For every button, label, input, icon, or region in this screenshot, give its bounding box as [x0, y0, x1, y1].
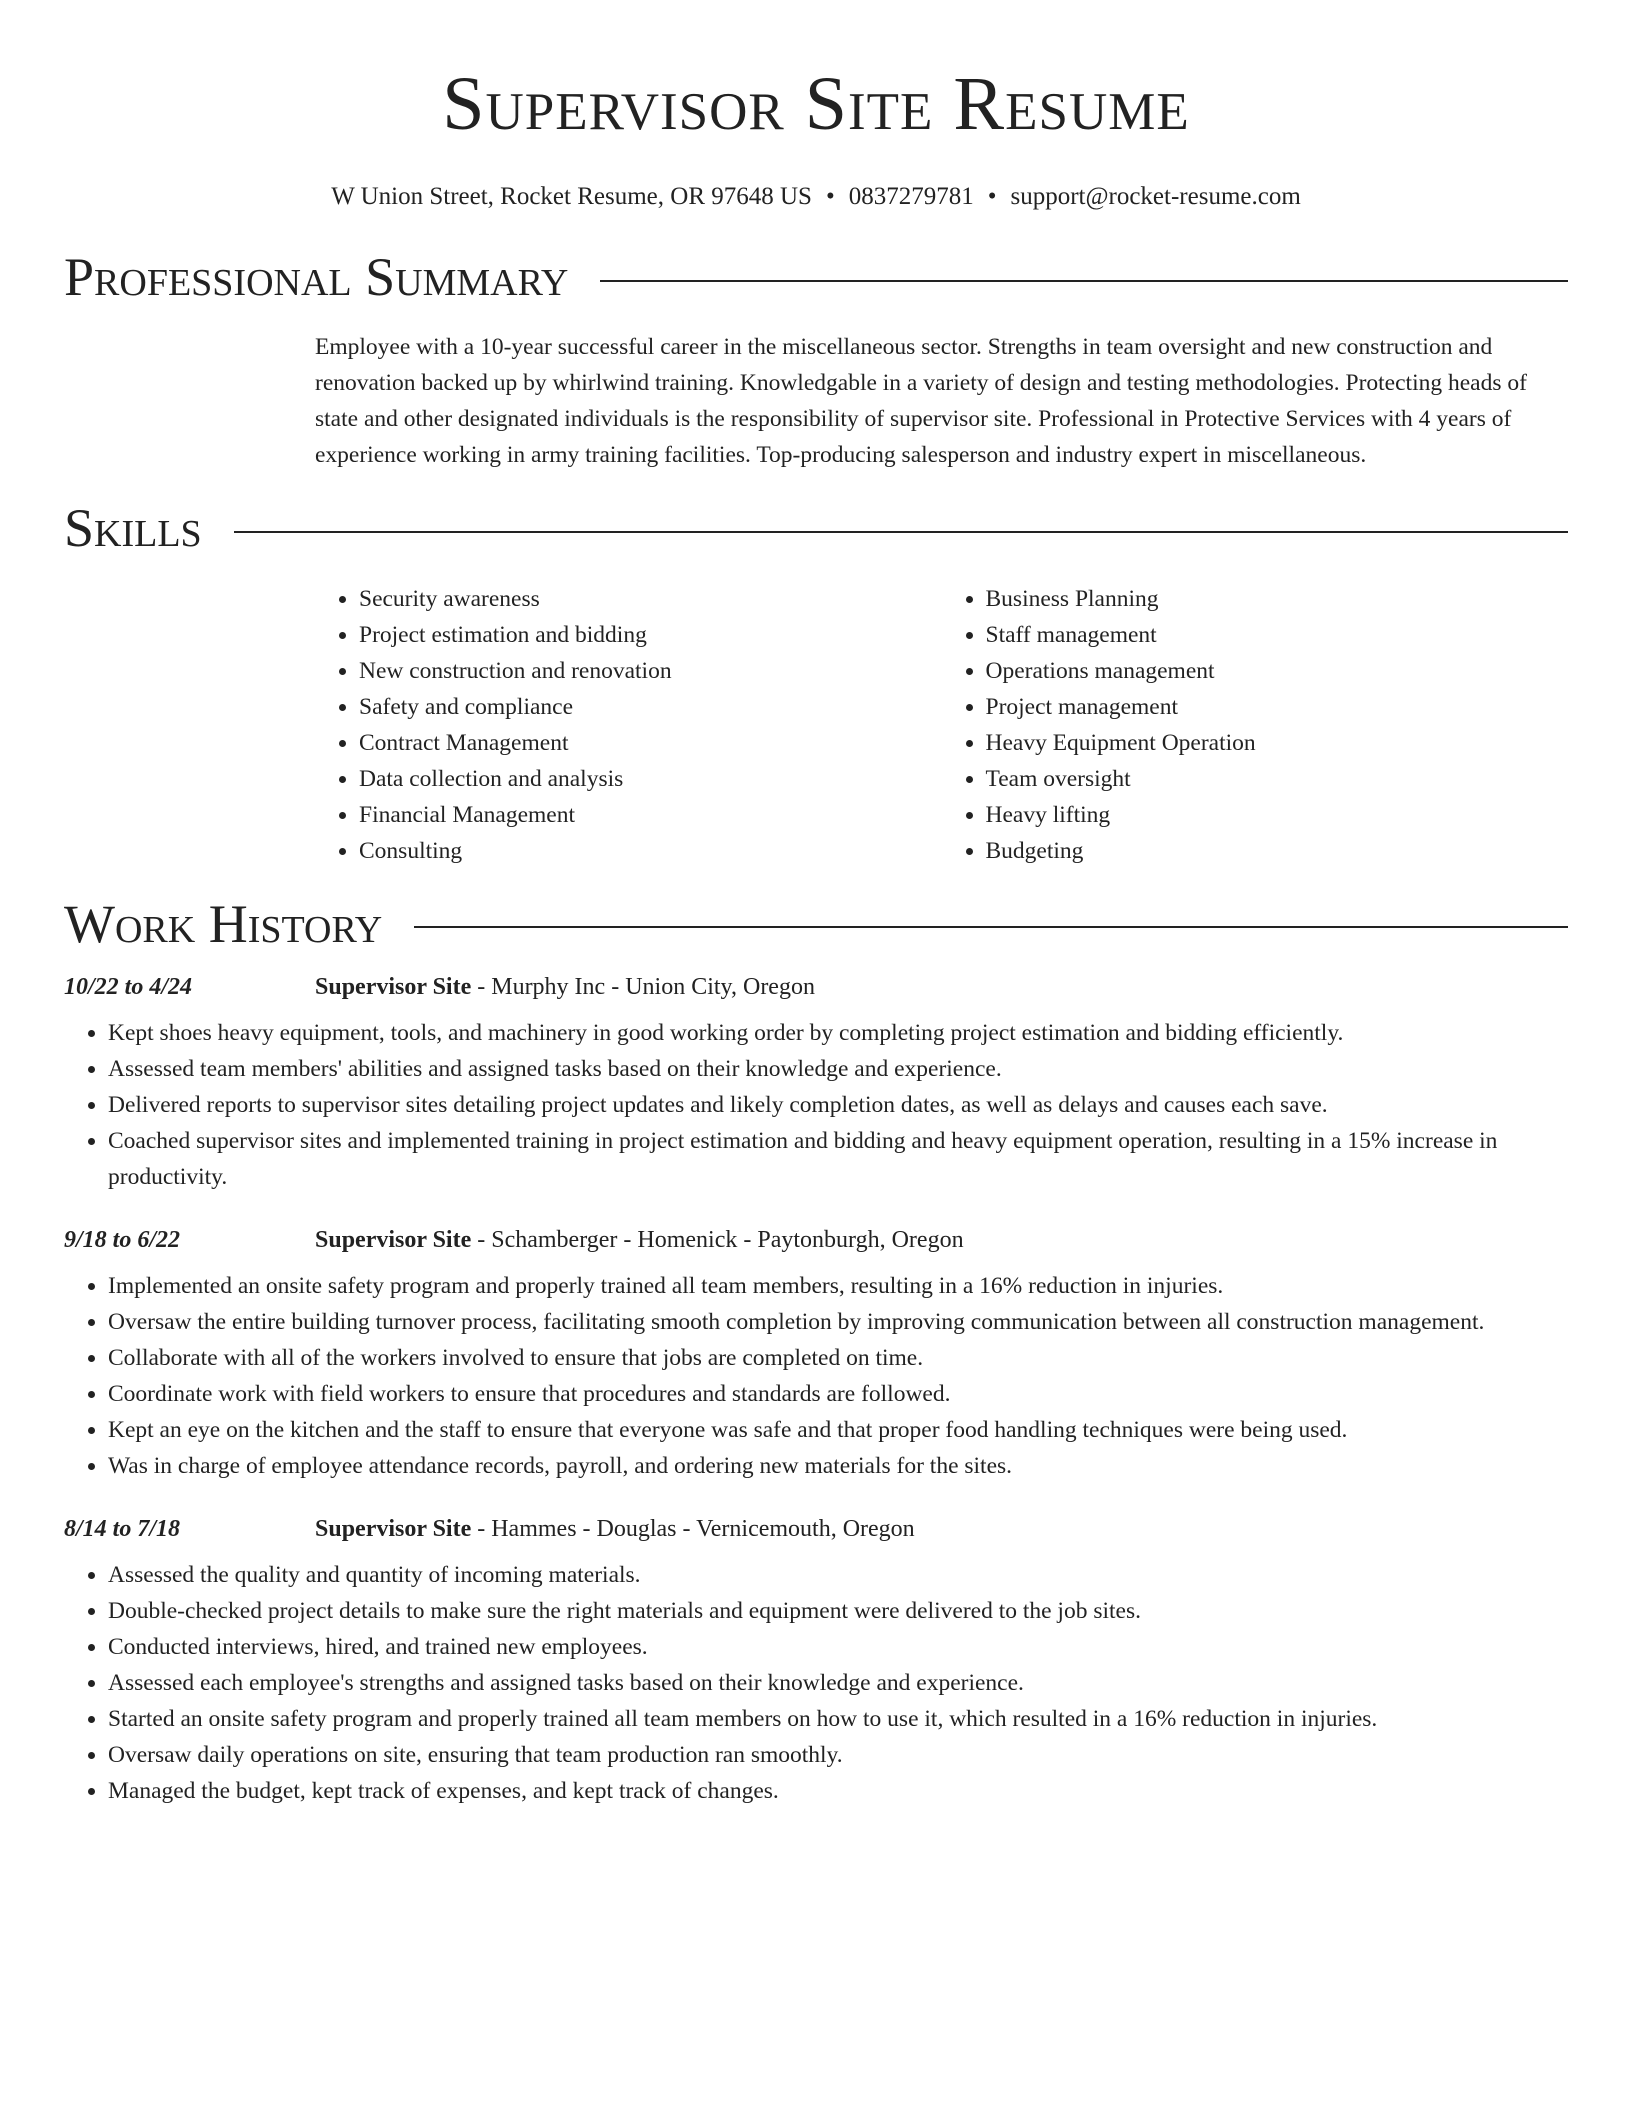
work-history-list — [64, 974, 1568, 1809]
skill-item: • Team oversight — [986, 761, 1569, 797]
job-bullet: • Assessed the quality and quantity of incoming materials. — [108, 1557, 1568, 1593]
summary-heading: Professional Summary — [64, 247, 569, 307]
contact-phone: 0837279781 — [848, 183, 974, 210]
job-bullet: • Implemented an onsite safety program and properly trained all team members, resulting in a 16% reduction in injuries. — [108, 1268, 1568, 1304]
job-bullets — [64, 1557, 1568, 1809]
job-bullet: • Collaborate with all of the workers involved to ensure that jobs are completed on time. — [108, 1340, 1568, 1376]
skill-item: • Project management — [986, 689, 1569, 725]
job-title-line — [315, 1227, 964, 1254]
job-dates: 8/14 to 7/18 — [64, 1516, 181, 1543]
job-entry — [64, 1516, 1568, 1809]
summary-paragraph: Employee with a 10-year successful career in the miscellaneous sector. Strengths in team oversight and new construction and renovation backed up by whirlwind training. Knowledgable in a variety of design and testing methodologies. Protecting heads of state and other designated individuals is the responsibility of supervisor site. Professional in Protective Services with 4 years of experience working in army training facilities. Top-producing salesperson and industry expert in miscellaneous. — [315, 334, 1527, 469]
skill-item: • Consulting — [359, 833, 942, 869]
contact-line — [64, 182, 1568, 212]
contact-separator: • — [987, 183, 997, 210]
skill-item: • Business Planning — [986, 581, 1569, 617]
job-bullet: • Double-checked project details to make sure the right materials and equipment were delivered to the job sites. — [108, 1593, 1568, 1629]
job-title-line — [315, 974, 815, 1001]
job-header — [64, 974, 1568, 1001]
job-employer-location: - Hammes - Douglas - Vernicemouth, Oregon — [471, 1516, 915, 1543]
job-position: Supervisor Site — [315, 1227, 472, 1254]
summary-section-header — [64, 248, 1568, 307]
section-divider — [600, 280, 1568, 282]
job-bullet: • Oversaw daily operations on site, ensuring that team production ran smoothly. — [108, 1737, 1568, 1773]
skill-item: • Project estimation and bidding — [359, 617, 942, 653]
job-bullet: • Started an onsite safety program and properly trained all team members on how to use it, which resulted in a 16% reduction in injuries. — [108, 1701, 1568, 1737]
skills-column-right — [942, 581, 1569, 869]
contact-email: support@rocket-resume.com — [1010, 183, 1301, 210]
section-divider — [414, 926, 1568, 928]
skill-item: • Contract Management — [359, 725, 942, 761]
job-bullet: • Kept shoes heavy equipment, tools, and machinery in good working order by completing project estimation and bidding efficiently. — [108, 1015, 1568, 1051]
job-bullets — [64, 1015, 1568, 1195]
section-divider — [234, 531, 1568, 533]
skill-item: • Safety and compliance — [359, 689, 942, 725]
job-bullet: • Managed the budget, kept track of expenses, and kept track of changes. — [108, 1773, 1568, 1809]
job-position: Supervisor Site — [315, 1516, 472, 1543]
skill-item: • Security awareness — [359, 581, 942, 617]
skill-item: • Financial Management — [359, 797, 942, 833]
job-bullet: • Assessed team members' abilities and assigned tasks based on their knowledge and experience. — [108, 1051, 1568, 1087]
job-bullet: • Kept an eye on the kitchen and the staff to ensure that everyone was safe and that proper food handling techniques were being used. — [108, 1412, 1568, 1448]
skill-item: • Heavy Equipment Operation — [986, 725, 1569, 761]
job-position: Supervisor Site — [315, 974, 472, 1001]
job-bullet: • Delivered reports to supervisor sites detailing project updates and likely completion dates, as well as delays and causes each save. — [108, 1087, 1568, 1123]
work-heading: Work History — [64, 893, 383, 954]
job-bullet: • Was in charge of employee attendance records, payroll, and ordering new materials for the sites. — [108, 1448, 1568, 1484]
job-bullet: • Conducted interviews, hired, and trained new employees. — [108, 1629, 1568, 1665]
job-header — [64, 1227, 1568, 1254]
job-bullet: • Oversaw the entire building turnover process, facilitating smooth completion by improving communication between all construction management. — [108, 1304, 1568, 1340]
skills-heading: Skills — [64, 498, 202, 559]
skills-section-header — [64, 499, 1568, 558]
job-employer-location: - Murphy Inc - Union City, Oregon — [471, 974, 815, 1001]
skill-item: • Budgeting — [986, 833, 1569, 869]
job-employer-location: - Schamberger - Homenick - Paytonburgh, Oregon — [471, 1227, 964, 1254]
skill-item: • New construction and renovation — [359, 653, 942, 689]
job-bullet: • Coordinate work with field workers to ensure that procedures and standards are followed. — [108, 1376, 1568, 1412]
skill-item: • Heavy lifting — [986, 797, 1569, 833]
work-section-header — [64, 895, 1568, 954]
job-dates: 9/18 to 6/22 — [64, 1227, 181, 1254]
skill-item: • Operations management — [986, 653, 1569, 689]
skills-list — [315, 581, 1568, 869]
contact-separator: • — [825, 183, 835, 210]
skills-column-left — [315, 581, 942, 869]
job-header — [64, 1516, 1568, 1543]
resume-title: Supervisor Site Resume — [442, 62, 1190, 146]
job-title-line — [315, 1516, 915, 1543]
job-bullet: • Assessed each employee's strengths and assigned tasks based on their knowledge and experience. — [108, 1665, 1568, 1701]
skill-item: • Data collection and analysis — [359, 761, 942, 797]
job-entry — [64, 1227, 1568, 1484]
job-entry — [64, 974, 1568, 1195]
summary-section — [315, 329, 1568, 473]
skill-item: • Staff management — [986, 617, 1569, 653]
job-bullets — [64, 1268, 1568, 1484]
job-bullet: • Coached supervisor sites and implemented training in project estimation and bidding and heavy equipment operation, resulting in a 15% increase in productivity. — [108, 1123, 1568, 1195]
contact-address: W Union Street, Rocket Resume, OR 97648 US — [331, 183, 812, 210]
job-dates: 10/22 to 4/24 — [64, 974, 193, 1001]
